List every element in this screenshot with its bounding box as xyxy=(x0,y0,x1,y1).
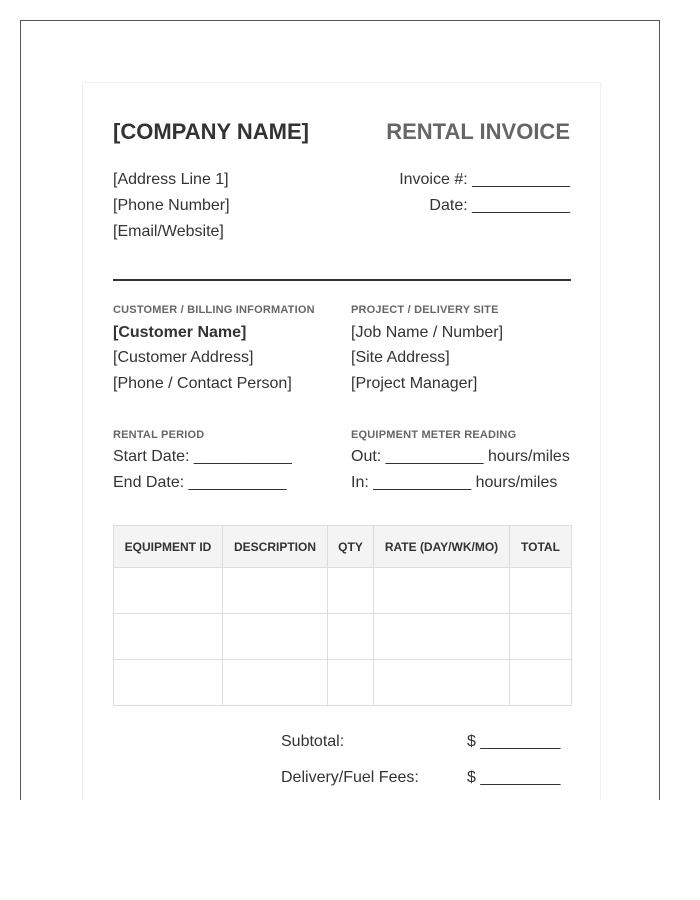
column-header: DESCRIPTION xyxy=(223,526,328,568)
project-section-label: PROJECT / DELIVERY SITE xyxy=(351,304,499,316)
table-cell xyxy=(374,660,510,706)
company-address: [Address Line 1] xyxy=(113,171,229,188)
meter-reading-label: EQUIPMENT METER READING xyxy=(351,429,517,441)
equipment-table xyxy=(113,525,572,706)
company-name: [COMPANY NAME] xyxy=(113,119,309,144)
table-cell xyxy=(114,614,223,660)
project-manager: [Project Manager] xyxy=(351,375,478,392)
table-cell xyxy=(328,568,374,614)
column-header: QTY xyxy=(328,526,374,568)
subtotal-value: $ _________ xyxy=(467,733,561,750)
table-row xyxy=(114,660,572,706)
table-cell xyxy=(510,568,572,614)
customer-name: [Customer Name] xyxy=(113,324,247,341)
rental-period-label: RENTAL PERIOD xyxy=(113,429,205,441)
column-header: TOTAL xyxy=(510,526,572,568)
table-row xyxy=(114,568,572,614)
table-cell xyxy=(223,660,328,706)
table-cell xyxy=(510,614,572,660)
header-divider xyxy=(113,279,571,281)
table-header-row xyxy=(114,526,572,568)
table-cell xyxy=(114,660,223,706)
table-cell xyxy=(223,614,328,660)
customer-address: [Customer Address] xyxy=(113,349,254,366)
document-title: RENTAL INVOICE xyxy=(386,119,570,144)
fees-value: $ _________ xyxy=(467,769,561,786)
rental-start-date: Start Date: ___________ xyxy=(113,448,292,465)
page-frame xyxy=(20,20,660,800)
project-job: [Job Name / Number] xyxy=(351,324,504,341)
meter-out: Out: ___________ hours/miles xyxy=(351,448,570,465)
table-cell xyxy=(114,568,223,614)
table-cell xyxy=(374,568,510,614)
invoice-date-field: Date: ___________ xyxy=(429,197,570,214)
table-cell xyxy=(328,660,374,706)
table-cell xyxy=(510,660,572,706)
table-cell xyxy=(328,614,374,660)
invoice-sheet xyxy=(82,82,601,800)
subtotal-label: Subtotal: xyxy=(281,733,345,750)
company-phone: [Phone Number] xyxy=(113,197,230,214)
customer-section-label: CUSTOMER / BILLING INFORMATION xyxy=(113,304,315,316)
table-cell xyxy=(223,568,328,614)
fees-label: Delivery/Fuel Fees: xyxy=(281,769,419,786)
company-email: [Email/Website] xyxy=(113,223,224,240)
column-header: RATE (DAY/WK/MO) xyxy=(374,526,510,568)
table-cell xyxy=(374,614,510,660)
meter-in: In: ___________ hours/miles xyxy=(351,474,558,491)
project-site: [Site Address] xyxy=(351,349,450,366)
invoice-number-field: Invoice #: ___________ xyxy=(399,171,570,188)
table-row xyxy=(114,614,572,660)
column-header: EQUIPMENT ID xyxy=(114,526,223,568)
customer-contact: [Phone / Contact Person] xyxy=(113,375,292,392)
rental-end-date: End Date: ___________ xyxy=(113,474,287,491)
